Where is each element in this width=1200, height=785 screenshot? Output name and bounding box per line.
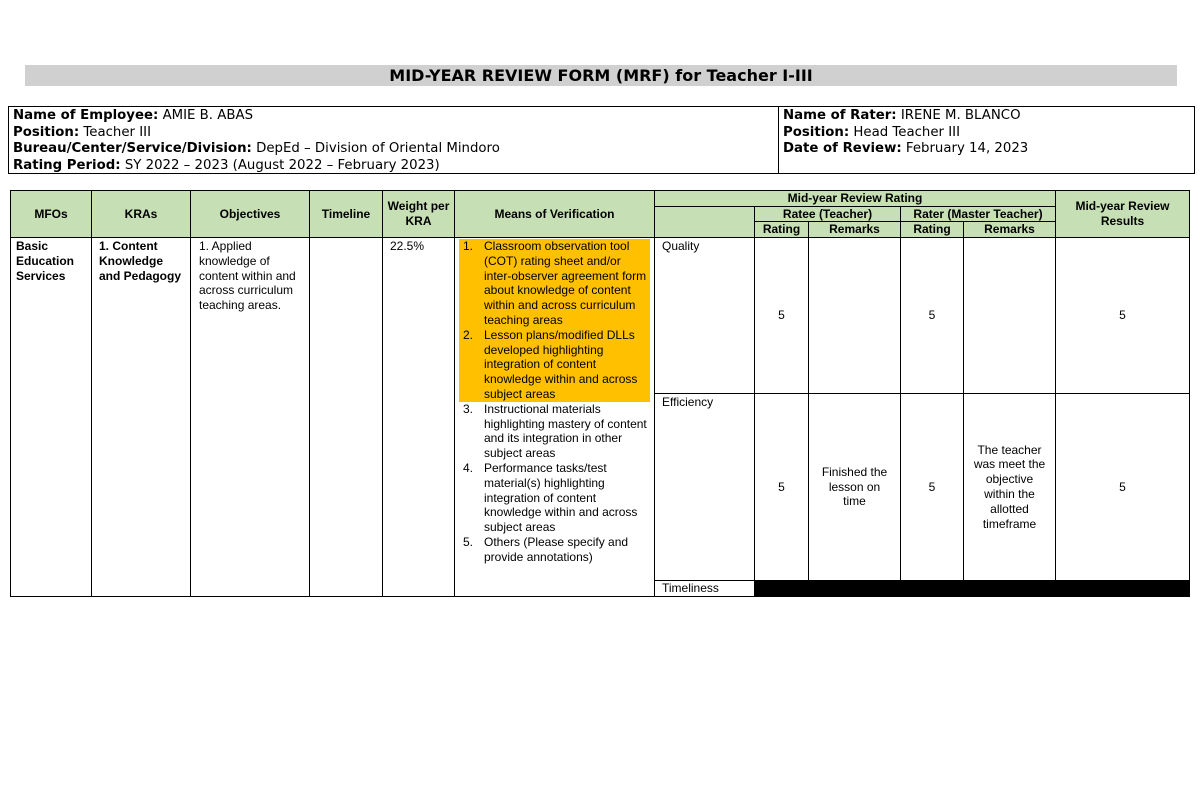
mov-cell [454, 237, 655, 597]
quality-ratee-rating: 5 [754, 237, 809, 394]
header-midyear-rating: Mid-year Review Rating [654, 190, 1056, 207]
rating-period: SY 2022 – 2023 (August 2022 – February 2023) [124, 157, 440, 173]
efficiency-rater-rating: 5 [900, 393, 964, 581]
header-means-of-verification: Means of Verification [454, 190, 655, 238]
header-timeline: Timeline [309, 190, 383, 238]
header-mfos: MFOs [10, 190, 92, 238]
employee-position: Teacher III [83, 124, 151, 140]
employee-position-label: Position: [13, 124, 80, 140]
kra-cell: 1. Content Knowledge and Pedagogy [91, 237, 191, 597]
employee-name: AMIE B. ABAS [162, 108, 254, 123]
efficiency-label: Efficiency [654, 393, 755, 581]
mov-item: 3. Instructional materials highlighting mastery of content and its integration in other subject areas [463, 401, 647, 461]
form-title: MID-YEAR REVIEW FORM (MRF) for Teacher I-III [25, 65, 1177, 86]
header-ratee-rating: Rating [754, 221, 809, 238]
efficiency-ratee-rating: 5 [754, 393, 809, 581]
rater-position-label: Position: [783, 124, 850, 140]
employee-name-label: Name of Employee: [13, 108, 159, 123]
quality-label: Quality [654, 237, 755, 394]
quality-result: 5 [1055, 237, 1190, 394]
quality-rater-remarks [963, 237, 1056, 394]
weight-cell: 22.5% [382, 237, 455, 597]
mov-item: 5. Others (Please specify and provide annotations) [463, 534, 629, 564]
header-ratee-remarks: Remarks [808, 221, 901, 238]
mov-item: 4. Performance tasks/test material(s) highlighting integration of content knowledge within and across subject areas [463, 460, 638, 535]
rater-info [779, 107, 1194, 173]
mov-item: 1. Classroom observation tool (COT) rating sheet and/or inter-observer agreement form about knowledge of content within and across curriculum teaching areas [459, 239, 650, 328]
rater-name: IRENE M. BLANCO [900, 108, 1021, 123]
timeliness-blackout [754, 580, 1190, 597]
timeline-cell [309, 237, 383, 597]
mov-list [459, 239, 650, 565]
header-kras: KRAs [91, 190, 191, 238]
mov-item: 2. Lesson plans/modified DLLs developed highlighting integration of content knowledge within and across subject areas [459, 328, 650, 402]
quality-rater-rating: 5 [900, 237, 964, 394]
efficiency-ratee-remarks: Finished the lesson on time [808, 393, 901, 581]
quality-ratee-remarks [808, 237, 901, 394]
timeliness-label: Timeliness [654, 580, 755, 597]
info-box [8, 106, 1195, 174]
employee-bureau: DepEd – Division of Oriental Mindoro [256, 141, 500, 156]
header-weight: Weight per KRA [382, 190, 455, 238]
header-rater-remarks: Remarks [963, 221, 1056, 238]
header-ratee: Ratee (Teacher) [754, 206, 901, 222]
objective-cell: 1. Applied knowledge of content within and across curriculum teaching areas. [190, 237, 310, 597]
rater-position: Head Teacher III [853, 124, 960, 140]
header-blank [654, 206, 755, 238]
header-rater: Rater (Master Teacher) [900, 206, 1056, 222]
efficiency-rater-remarks: The teacher was meet the objective within the allotted timeframe [963, 393, 1056, 581]
employee-bureau-label: Bureau/Center/Service/Division: [13, 141, 252, 156]
rating-period-label: Rating Period: [13, 157, 121, 173]
employee-info [9, 107, 779, 173]
efficiency-result: 5 [1055, 393, 1190, 581]
rater-name-label: Name of Rater: [783, 108, 897, 123]
header-rater-rating: Rating [900, 221, 964, 238]
review-date-label: Date of Review: [783, 141, 902, 156]
header-midyear-results: Mid-year Review Results [1055, 190, 1190, 238]
mfo-cell: Basic Education Services [10, 237, 92, 597]
review-date: February 14, 2023 [905, 141, 1029, 156]
header-objectives: Objectives [190, 190, 310, 238]
